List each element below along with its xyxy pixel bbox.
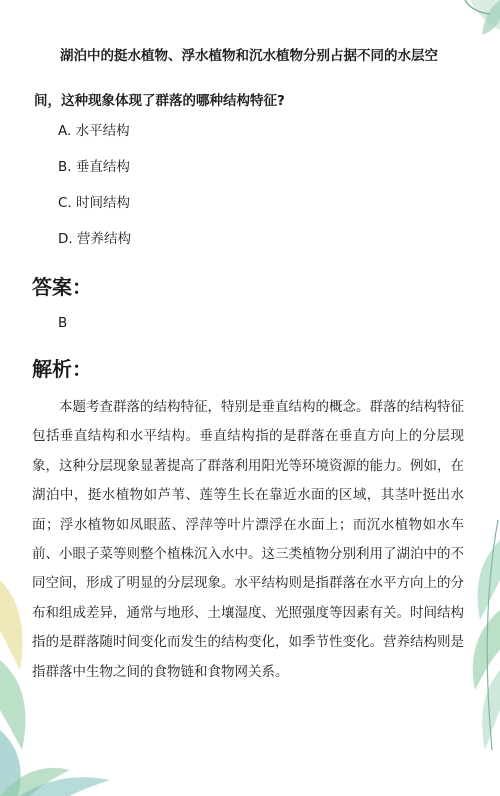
question-text: 湖泊中的挺水植物、浮水植物和沉水植物分别占据不同的水层空间，这种现象体现了群落的哪种结构特征? [34,48,438,109]
analysis-text: 本题考查群落的结构特征，特别是垂直结构的概念。群落的结构特征包括垂直结构和水平结构。垂直结构指的是群落在垂直方向上的分层现象，这种分层现象显著提高了群落利用阳光等环境资源的能力。例如，在湖泊中，挺水植物如芦苇、莲等生长在靠近水面的区域，其茎叶挺出水面；浮水植物如凤眼蓝、浮萍等叶片漂浮在水面上；而沉水植物如水车前、小眼子菜等则整个植株沉入水中。这三类植物分别利用了湖泊中的不同空间，形成了明显的分层现象。水平结构则是指群落在水平方向上的分布和组成差异，通常与地形、土壤湿度、光照强度等因素有关。时间结构指的是群落随时间变化而发生的结构变化，如季节性变化。营养结构则是指群落中生物之间的食物链和食物网关系。 [32,399,464,680]
option-a: A. 水平结构 [58,123,130,139]
option-b: B. 垂直结构 [58,159,130,175]
answer-heading: 答案： [32,275,92,299]
analysis-heading: 解析： [32,357,92,381]
option-d: D. 营养结构 [58,231,131,247]
option-c: C. 时间结构 [58,195,131,211]
answer-value: B [58,315,68,331]
